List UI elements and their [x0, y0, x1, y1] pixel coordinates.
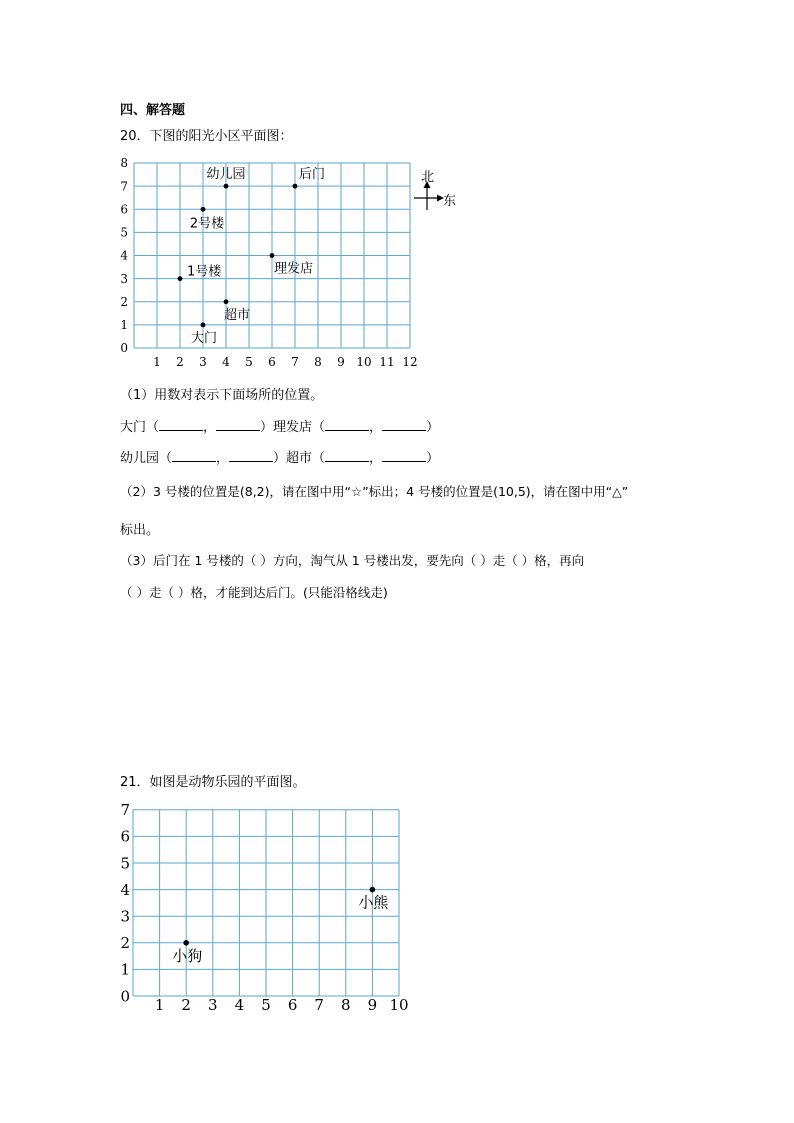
y-tick-label: 1 — [120, 960, 130, 979]
point-label: 超市 — [224, 307, 251, 323]
x-tick-label: 3 — [208, 996, 218, 1014]
fill-label: ）理发店（ — [260, 420, 326, 435]
x-tick-label: 5 — [245, 355, 253, 369]
y-tick-label: 5 — [120, 225, 128, 240]
x-tick-label: 6 — [287, 996, 298, 1014]
x-tick-label: 1 — [153, 355, 161, 369]
y-tick-label: 6 — [120, 202, 128, 217]
q20-part2-line2: 标出。 — [120, 523, 160, 538]
section-heading: 四、解答题 — [120, 103, 186, 118]
y-tick-label: 0 — [120, 987, 130, 1006]
y-tick-label: 2 — [120, 294, 128, 309]
y-tick-label: 3 — [120, 271, 128, 286]
x-tick-label: 7 — [291, 355, 299, 369]
x-tick-label: 9 — [337, 355, 345, 369]
y-tick-label: 4 — [120, 880, 130, 899]
q20-part2-line1: （2）3 号楼的位置是(8,2)，请在图中用“☆”标出；4 号楼的位置是(10,5)，请在图中用“△” — [120, 484, 629, 499]
fill-label: ）超市（ — [273, 451, 326, 466]
x-tick-label: 10 — [389, 996, 409, 1014]
x-tick-label: 9 — [367, 996, 378, 1014]
x-tick-label: 2 — [176, 355, 184, 369]
point-marker — [370, 887, 376, 893]
q20-part1-prompt: （1）用数对表示下面场所的位置。 — [120, 388, 324, 403]
x-tick-label: 4 — [234, 996, 245, 1014]
x-tick-label: 6 — [268, 355, 276, 369]
x-tick-label: 5 — [261, 996, 271, 1014]
y-tick-label: 7 — [120, 801, 130, 820]
point-label: 理发店 — [274, 261, 314, 277]
y-tick-label: 1 — [120, 318, 128, 333]
y-tick-label: 4 — [120, 248, 128, 263]
point-label: 1号楼 — [187, 264, 222, 280]
x-tick-label: 11 — [379, 355, 395, 369]
fill-label: ， — [203, 420, 217, 435]
x-tick-label: 10 — [356, 355, 372, 369]
fill-label: ， — [216, 451, 230, 466]
x-tick-label: 2 — [181, 996, 191, 1014]
x-tick-label: 8 — [341, 996, 351, 1014]
fill-label: ， — [369, 451, 383, 466]
x-tick-label: 4 — [222, 355, 230, 369]
y-tick-label: 8 — [120, 156, 128, 171]
q20-prompt: 20．下图的阳光小区平面图： — [120, 129, 293, 144]
y-tick-label: 5 — [120, 854, 130, 873]
compass-east-label: 东 — [443, 194, 457, 209]
x-tick-label: 3 — [199, 355, 207, 369]
compass-north-label: 北 — [421, 170, 435, 185]
q20-part3-line2: （ ）走（ ）格，才能到达后门。(只能沿格线走) — [120, 585, 388, 600]
point-marker — [183, 940, 189, 946]
fill-label: ） — [426, 420, 440, 435]
x-tick-label: 12 — [402, 355, 418, 369]
point-label: 幼儿园 — [206, 167, 246, 183]
y-tick-label: 2 — [120, 934, 130, 953]
point-label: 后门 — [299, 167, 326, 183]
y-tick-label: 0 — [120, 341, 128, 356]
x-tick-label: 8 — [314, 355, 322, 369]
x-tick-label: 7 — [314, 996, 324, 1014]
point-label: 2号楼 — [189, 216, 225, 232]
y-tick-label: 6 — [120, 827, 130, 846]
q20-part3-line1: （3）后门在 1 号楼的（ ）方向，淘气从 1 号楼出发，要先向（ ）走（ ）格，再向 — [120, 553, 585, 568]
fill-label: 大门（ — [120, 420, 160, 435]
fill-label: ， — [369, 420, 383, 435]
fill-label: 幼儿园（ — [120, 451, 173, 466]
point-label: 大门 — [190, 330, 218, 346]
fill-label: ） — [426, 451, 440, 466]
x-tick-label: 1 — [154, 996, 165, 1014]
point-label: 小狗 — [172, 946, 203, 965]
q21-prompt: 21．如图是动物乐园的平面图。 — [120, 775, 306, 790]
y-tick-label: 7 — [120, 179, 128, 194]
y-tick-label: 3 — [120, 907, 130, 926]
point-label: 小熊 — [358, 893, 389, 912]
